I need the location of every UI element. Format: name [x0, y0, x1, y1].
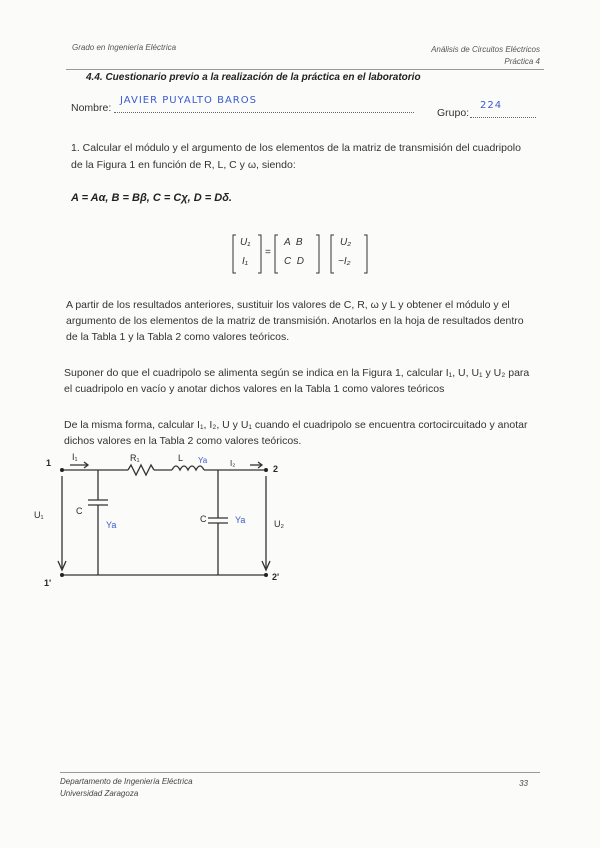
p3-line1: Suponer do que el cuadripolo se alimenta según se indica en la Figura 1, calcular I₁, U, U₁ y U₂ para: [64, 367, 530, 379]
p2-line3: de la Tabla 1 y la Tabla 2 como valores teóricos.: [66, 331, 290, 343]
header-left: Grado en Ingeniería Eléctrica: [72, 43, 177, 52]
capacitor-right-label: C: [200, 514, 207, 524]
matrix-right-bottom: −I₂: [338, 256, 351, 267]
group-line: [470, 117, 536, 118]
matrix-left-bottom: I₁: [242, 256, 248, 267]
header-right-line1: Análisis de Circuitos Eléctricos: [431, 45, 540, 54]
circuit-figure: [30, 448, 300, 596]
resistor-label: R₁: [130, 453, 140, 463]
footer-rule: [60, 772, 540, 773]
ya-left-label: Ya: [106, 520, 117, 530]
u2-label: U₂: [274, 519, 284, 529]
p2-line1: A partir de los resultados anteriores, sustituir los valores de C, R, ω y L y obtener el módulo y el: [66, 299, 510, 311]
p2-line2: argumento de los elementos de la matriz de transmisión. Anotarlos en la hoja de resultados dentro: [66, 315, 524, 327]
matrix-right-top: U₂: [340, 237, 352, 248]
group-value[interactable]: 224: [480, 100, 503, 111]
group-label: Grupo:: [437, 107, 470, 119]
p1-line2: de la Figura 1 en función de R, L, C y ω, siendo:: [71, 159, 296, 171]
matrix-center-bottom: C D: [284, 256, 304, 267]
matrix-left-top: U₁: [240, 237, 251, 248]
p3-line2: el cuadripolo en vacío y anotar dichos valores en la Tabla 1 como valores teóricos: [64, 383, 445, 395]
matrix-equation: [232, 233, 372, 275]
i2-label: I₂: [230, 459, 236, 468]
node-1p-label: 1': [44, 578, 52, 588]
matrix-equals: =: [265, 247, 271, 258]
p4-line1: De la misma forma, calcular I₁, I₂, U y U₁ cuando el cuadripolo se encuentra cortocircuitado y anotar: [64, 419, 528, 431]
footer-line1: Departamento de Ingeniería Eléctrica: [60, 777, 193, 786]
header-right-line2: Práctica 4: [504, 57, 540, 66]
section-title: 4.4. Cuestionario previo a la realización de la práctica en el laboratorio: [86, 72, 421, 83]
footer-line2: Universidad Zaragoza: [60, 789, 139, 798]
node-1-label: 1: [46, 458, 52, 468]
header-rule: [66, 69, 544, 70]
name-line: [114, 112, 414, 113]
matrix-center-top: A B: [284, 237, 303, 248]
ya-top-label: Ya: [198, 456, 208, 465]
inductor-label: L: [178, 453, 184, 463]
node-2-label: 2: [273, 464, 279, 474]
formula: A = Aα, B = Bβ, C = Cχ, D = Dδ.: [71, 192, 232, 204]
name-value[interactable]: JAVIER PUYALTO BAROS: [120, 95, 257, 106]
capacitor-left-label: C: [76, 506, 83, 516]
p1-line1: 1. Calcular el módulo y el argumento de los elementos de la matriz de transmisión del cuadripolo: [71, 142, 521, 154]
u1-label: U₁: [34, 510, 44, 520]
node-2p-label: 2': [272, 572, 280, 582]
ya-right-label: Ya: [235, 515, 246, 525]
p4-line2: dichos valores en la Tabla 2 como valores teóricos.: [64, 435, 302, 447]
name-label: Nombre:: [71, 102, 112, 114]
i1-label: I₁: [72, 452, 78, 462]
page-number: 33: [519, 779, 528, 788]
circuit-schematic: [30, 448, 300, 596]
